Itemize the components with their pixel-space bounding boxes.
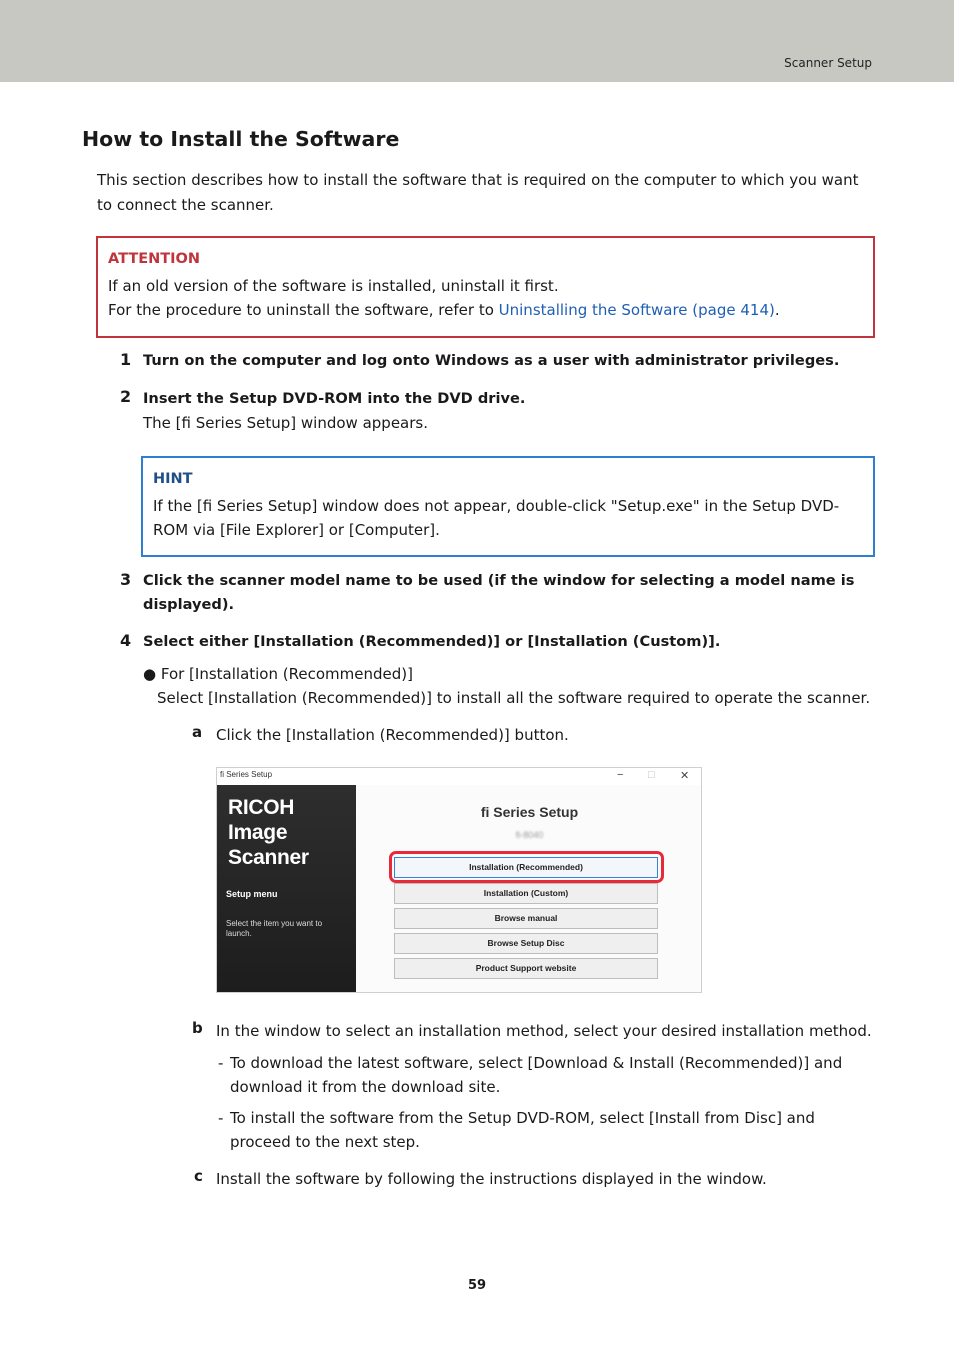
intro-paragraph: This section describes how to install the software that is required on the computer to which you want to connect the scanner. [97,171,859,214]
hint-box [141,456,875,557]
attention-box [96,236,875,338]
step-4-number: 4 [120,631,132,650]
substep-b-option-2-line-2: proceed to the next step. [230,1133,420,1151]
attention-line-2 [108,298,863,322]
page-number: 59 [467,1278,487,1293]
installation-recommended-button[interactable]: Installation (Recommended) [394,857,658,878]
hint-line-2: ROM via [File Explorer] or [Computer]. [153,521,440,539]
setup-heading: fi Series Setup [480,804,579,820]
highlight-outline [389,851,664,883]
step-2-text: Insert the Setup DVD-ROM into the DVD drive. [143,390,526,407]
substep-c-letter: c [194,1167,203,1185]
uninstall-link[interactable]: Uninstalling the Software (page 414) [498,301,775,319]
setup-model-name: fi-8040 [515,830,544,840]
step-1-number: 1 [120,350,132,369]
dash-marker: - [218,1109,224,1127]
substep-b-option-2-line-1: To install the software from the Setup DVD-ROM, select [Install from Disc] and [230,1109,815,1127]
attention-line-1: If an old version of the software is installed, uninstall it first. [108,277,559,295]
close-icon[interactable]: ✕ [680,770,690,782]
substep-a-letter: a [192,723,203,741]
attention-line-2-suffix: . [774,301,780,319]
substep-b-text: In the window to select an installation method, select your desired installation method. [216,1022,872,1040]
setup-window-screenshot [216,767,702,993]
substep-c-text: Install the software by following the instructions displayed in the window. [216,1170,767,1188]
step-3-text-line-2: displayed). [143,596,235,613]
step-2-note: The [fi Series Setup] window appears. [143,414,428,432]
brand-line-3: Scanner [228,846,309,869]
brand-line-1: RICOH [228,796,295,819]
header-band [0,0,954,82]
hint-line-1: If the [fi Series Setup] window does not appear, double-click "Setup.exe" in the Setup DVD- [153,497,840,515]
recommended-description: Select [Installation (Recommended)] to install all the software required to operate the scanner. [157,689,871,707]
step-3-number: 3 [120,570,132,589]
product-support-button[interactable]: Product Support website [394,958,658,979]
substep-b-option-1-line-1: To download the latest software, select [Download & Install (Recommended)] and [230,1054,843,1072]
recommended-bullet: ● For [Installation (Recommended)] [143,665,413,683]
step-2-number: 2 [120,387,132,406]
minimize-icon[interactable]: − [617,769,624,781]
brand-logo-text [228,795,309,870]
step-1-text: Turn on the computer and log onto Windows as a user with administrator privileges. [143,352,840,369]
window-title: fi Series Setup [220,770,273,779]
substep-b-option-1-line-2: download it from the download site. [230,1078,501,1096]
installation-custom-button[interactable]: Installation (Custom) [394,883,658,904]
brand-line-2: Image [228,821,288,844]
attention-line-2-prefix: For the procedure to uninstall the software, refer to [108,301,499,319]
window-titlebar [217,768,701,785]
substep-a-text: Click the [Installation (Recommended)] button. [216,726,569,744]
step-3-text-line-1: Click the scanner model name to be used (if the window for selecting a model name is [143,572,855,589]
header-section-label: Scanner Setup [784,56,872,70]
browse-manual-button[interactable]: Browse manual [394,908,658,929]
maximize-icon[interactable]: □ [648,769,655,781]
attention-label: ATTENTION [108,251,200,267]
setup-sidebar [217,785,356,992]
hint-label: HINT [153,471,193,487]
side-menu-label: Setup menu [226,889,278,899]
dash-marker: - [218,1054,224,1072]
browse-setup-disc-button[interactable]: Browse Setup Disc [394,933,658,954]
substep-b-letter: b [192,1019,203,1037]
page-title: How to Install the Software [82,127,400,151]
side-menu-description: Select the item you want to launch. [226,919,323,938]
step-4-text: Select either [Installation (Recommended)] or [Installation (Custom)]. [143,633,721,650]
